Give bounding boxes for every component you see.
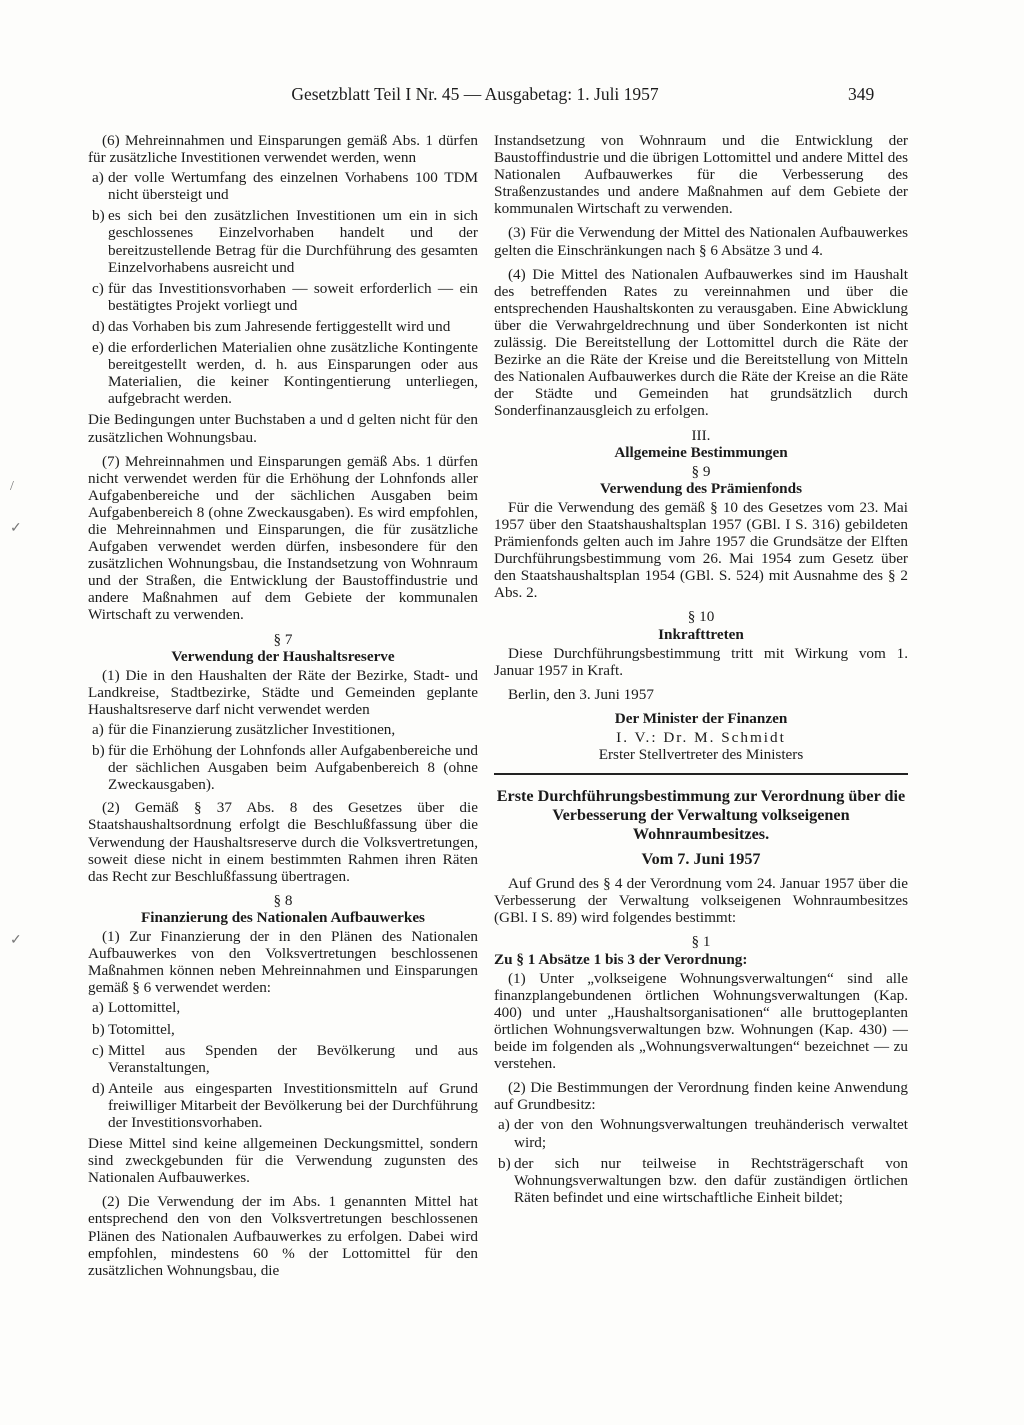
section-9-number: § 9 (691, 462, 711, 480)
section-8-paragraph-3: (3) Für die Verwendung der Mittel des Nationalen Aufbauwerkes gelten die Einschränkungen nach § 6 Absätze 3 und 4. (494, 224, 908, 259)
left-column (88, 132, 478, 1286)
header-title: Gesetzblatt Teil I Nr. 45 — Ausgabetag: 1. Juli 1957 (291, 84, 659, 104)
paragraph-6-intro: (6) Mehreinnahmen und Einsparungen gemäß Abs. 1 dürfen für zusätzliche Investitionen verwendet werden, wenn (88, 132, 478, 167)
item-label: a) (92, 999, 104, 1017)
page-number: 349 (848, 84, 875, 104)
item-label: a) (92, 169, 104, 187)
item-label: d) (92, 317, 105, 335)
regulation-section-1-paragraph-1: (1) Unter „volkseigene Wohnungsverwaltungen“ sind alle finanzplangebundenen örtlichen Wohnungsverwaltungen (Kap. 400) und unter „Haushaltsorganisationen“ alle bruttogeplanten örtlichen Wohnungsverwaltungen bzw. Wohnungen (Kap. 430) — beide im folgenden als „Wohnungsverwaltungen“ bezeichnet — zu verstehen. (494, 969, 908, 1073)
margin-mark: ✓ (10, 521, 22, 536)
item-label: c) (92, 1041, 104, 1059)
item-text: der volle Wertumfang des einzelnen Vorhabens 100 TDM nicht übersteigt und (108, 169, 478, 204)
section-8-title: Finanzierung des Nationalen Aufbauwerkes (141, 908, 425, 926)
item-label: e) (92, 339, 104, 357)
item-text: das Vorhaben bis zum Jahresende fertiggestellt wird und (108, 317, 451, 335)
regulation-intro: Auf Grund des § 4 der Verordnung vom 24. Januar 1957 über die Verbesserung der Verwaltung volkseigenen Wohnraumbesitzes (GBl. I S. 89) wird folgendes bestimmt: (494, 875, 908, 927)
regulation-title: Erste Durchführungsbestimmung zur Verordnung über die Verbesserung der Verwaltung volkseigenen Wohnraumbesitzes. (496, 787, 906, 844)
regulation-date: Vom 7. Juni 1957 (641, 850, 761, 869)
section-divider (494, 773, 908, 775)
continued-paragraph: Instandsetzung von Wohnraum und die Entwicklung der Baustoffindustrie und die übrigen Lottomittel und andere Mittel des Nationalen Aufbauwerkes für die Verbesserung des Straßenzustandes und andere Maßnahmen auf dem Gebiete der kommunalen Wirtschaft zu verwenden. (494, 132, 908, 218)
item-text: Anteile aus eingesparten Investitionsmitteln auf Grund freiwilliger Mitarbeit der Bevölkerung bei der Durchführung der Investitionsvorhaben. (108, 1079, 478, 1131)
signature-name: I. V.: Dr. M. Schmidt (616, 729, 786, 746)
item-text: Totomittel, (108, 1020, 175, 1038)
item-label: b) (92, 207, 105, 225)
section-7-list (88, 721, 478, 793)
item-label: c) (92, 279, 104, 297)
section-8-paragraph-1: (1) Zur Finanzierung der in den Plänen des Nationalen Aufbauwerkes von den Volksvertretungen beschlossenen Maßnahmen können neben Mehreinnahmen und Einsparungen gemäß § 6 verwendet werden: (88, 928, 478, 997)
list-item (494, 1116, 908, 1150)
section-9-title: Verwendung des Prämienfonds (600, 479, 802, 497)
paragraph-7: (7) Mehreinnahmen und Einsparungen gemäß Abs. 1 dürfen nicht verwendet werden für die Erhöhung der Lohnfonds aller Aufgabenbereiche und der sächlichen Ausgaben beim Aufgabenbereich 8 (ohne Zweckausgaben). Es wird empfohlen, die Mehreinnahmen und Einsparungen, die für zusätzliche Aufgaben verwendet werden dürfen, insbesondere für den zusätzlichen Wohnungsbau, die Instandsetzung von Wohnraum und der Straßen, die Entwicklung der Baustoffindustrie und andere Maßnahmen auf dem Gebiete der kommunalen Wirtschaft zu verwenden. (88, 452, 478, 624)
item-text: die erforderlichen Materialien ohne zusätzliche Kontingente bereitgestellt werden, d. h. aus Einsparungen oder aus Materialien, die keiner Kontingentierung unterliegen, aufgebracht werden. (108, 339, 478, 408)
list-item (88, 721, 478, 738)
section-8-note: Diese Mittel sind keine allgemeinen Deckungsmittel, sondern sind zweckgebunden für die Verwendung zugunsten des Nationalen Aufbauwerkes. (88, 1135, 478, 1187)
section-8-list (88, 999, 478, 1131)
paragraph-6-note: Die Bedingungen unter Buchstaben a und d gelten nicht für den zusätzlichen Wohnungsbau. (88, 411, 478, 446)
item-label: b) (92, 1020, 105, 1038)
section-7-number: § 7 (273, 630, 293, 648)
list-item (88, 1042, 478, 1076)
list-item (88, 207, 478, 275)
item-label: b) (92, 742, 105, 760)
section-7-paragraph-2: (2) Gemäß § 37 Abs. 8 des Gesetzes über die Staatshaushaltsordnung erfolgt die Beschlußfassung über die Verwendung der Haushaltsreserve durch die Volksvertretungen, soweit diese nicht in einem bestimmten Rahmen ihren Räten das Recht zur Beschlußfassung übertragen. (88, 799, 478, 885)
item-text: der sich nur teilweise in Rechtsträgerschaft von Wohnungsverwaltungen bzw. den dafür zuständigen örtlichen Räten befindet und eine wirtschaftliche Einheit bildet; (514, 1154, 908, 1206)
signature-organization: Der Minister der Finanzen (614, 709, 788, 727)
item-text: für die Finanzierung zusätzlicher Investitionen, (108, 721, 396, 738)
list-item (88, 280, 478, 314)
section-10-text: Diese Durchführungsbestimmung tritt mit Wirkung vom 1. Januar 1957 in Kraft. (494, 644, 908, 679)
section-7-title: Verwendung der Haushaltsreserve (171, 647, 395, 665)
list-item (88, 1021, 478, 1038)
list-item (88, 1080, 478, 1131)
item-text: der von den Wohnungsverwaltungen treuhänderisch verwaltet wird; (514, 1116, 908, 1151)
item-text: für die Erhöhung der Lohnfonds aller Aufgabenbereiche und der sächlichen Ausgaben beim Aufgabenbereich 8 (ohne Zweckausgaben). (108, 742, 478, 794)
section-8-paragraph-2: (2) Die Verwendung der im Abs. 1 genannten Mittel hat entsprechend den von den Volksvertretungen beschlossenen Plänen des Nationalen Aufbauwerkes zu erfolgen. Dabei wird empfohlen, mindestens 60 % der Lottomittel für den zusätzlichen Wohnungsbau, die (88, 1193, 478, 1279)
regulation-section-1-number: § 1 (691, 933, 711, 951)
list-item (88, 742, 478, 793)
part-3-title: Allgemeine Bestimmungen (614, 443, 788, 461)
place-date: Berlin, den 3. Juni 1957 (508, 685, 654, 703)
section-10-title: Inkrafttreten (658, 625, 744, 643)
item-text: Mittel aus Spenden der Bevölkerung und aus Veranstaltungen, (108, 1041, 478, 1076)
item-text: für das Investitionsvorhaben — soweit erforderlich — ein bestätigtes Projekt vorliegt und (108, 279, 478, 314)
regulation-section-1-list (494, 1116, 908, 1205)
signature-role: Erster Stellvertreter des Ministers (598, 746, 804, 764)
margin-mark: / (10, 479, 14, 494)
item-label: a) (92, 721, 104, 738)
item-label: a) (498, 1116, 510, 1134)
item-text: es sich bei den zusätzlichen Investitionen um ein in sich geschlossenes Einzelvorhaben handelt und der bereitzustellende Betrag für die Durchführung des gesamten Einzelvorhabens ausreicht und (108, 207, 478, 276)
right-column (494, 132, 908, 1210)
margin-mark: ✓ (10, 933, 22, 948)
item-label: b) (498, 1154, 511, 1172)
section-10-number: § 10 (687, 608, 715, 626)
list-item (88, 999, 478, 1016)
regulation-section-1-title: Zu § 1 Absätze 1 bis 3 der Verordnung: (494, 950, 748, 968)
section-9-text: Für die Verwendung des gemäß § 10 des Gesetzes vom 23. Mai 1957 über den Staatshaushaltsplan 1957 (GBl. I S. 316) gebildeten Prämienfonds gelten auch im Jahre 1957 die Grundsätze der Elften Durchführungsbestimmung vom 26. Mai 1954 zum Gesetz über den Staatshaushaltsplan 1954 (GBl. S. 524) mit Ausnahme des § 2 Abs. 2. (494, 498, 908, 602)
page-header (0, 86, 1024, 108)
regulation-section-1-paragraph-2: (2) Die Bestimmungen der Verordnung finden keine Anwendung auf Grundbesitz: (494, 1079, 908, 1114)
list-item (88, 318, 478, 335)
part-3-number: III. (691, 426, 711, 444)
section-7-paragraph-1: (1) Die in den Haushalten der Räte der Bezirke, Stadt- und Landkreise, Stadtbezirke, Städte und Gemeinden geplante Haushaltsreserve darf nicht verwendet werden (88, 666, 478, 718)
item-label: d) (92, 1079, 105, 1097)
paragraph-6-list (88, 169, 478, 407)
list-item (494, 1155, 908, 1206)
list-item (88, 339, 478, 407)
item-text: Lottomittel, (108, 999, 181, 1017)
section-8-number: § 8 (273, 891, 293, 909)
section-8-paragraph-4: (4) Die Mittel des Nationalen Aufbauwerkes sind im Haushalt des betreffenden Rates zu vereinnahmen und über die entsprechenden Haushaltskonten zu verausgaben. Eine Abwicklung über die Verwahrgeldrechnung und über Sonderkonten ist nicht zulässig. Die Bereitstellung der Lottomittel durch die Räte der Bezirke an die Räte der Kreise und die Bereitstellung von Mitteln des Nationalen Aufbauwerkes durch die Räte der Kreise an die Räte der Städte und Gemeinden hat grundsätzlich durch Sonderfinanzausgleich zu erfolgen. (494, 265, 908, 420)
list-item (88, 169, 478, 203)
